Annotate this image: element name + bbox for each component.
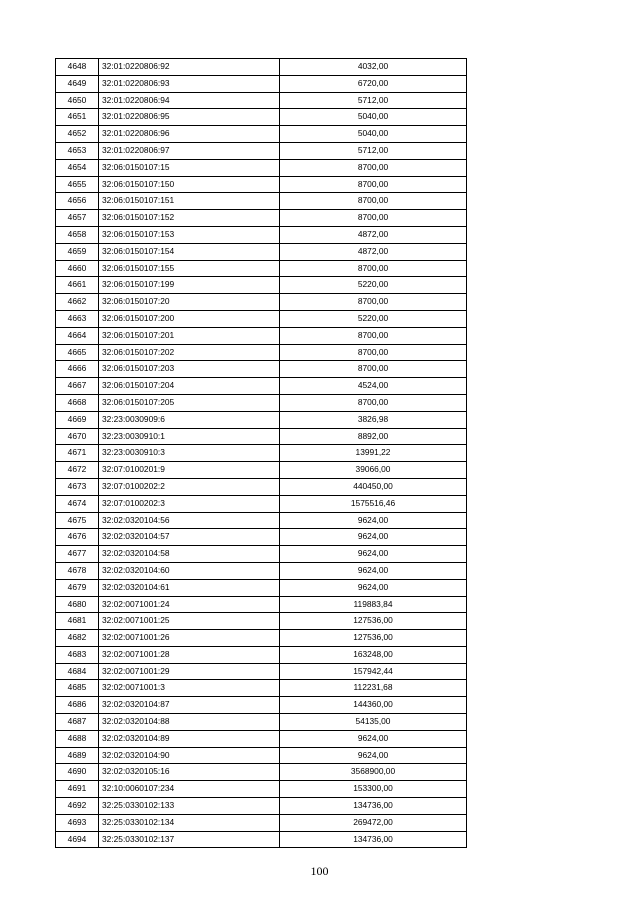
table-row bbox=[56, 428, 467, 445]
cadastral-number-cell: 32:06:0150107:203 bbox=[99, 361, 280, 378]
cadastral-number-cell: 32:25:0330102:134 bbox=[99, 814, 280, 831]
cadastral-value-cell: 5220,00 bbox=[280, 310, 467, 327]
cadastral-value-cell: 9624,00 bbox=[280, 562, 467, 579]
cadastral-value-cell: 39066,00 bbox=[280, 462, 467, 479]
table-row bbox=[56, 226, 467, 243]
cadastral-value-cell: 8700,00 bbox=[280, 344, 467, 361]
row-number-cell: 4691 bbox=[56, 781, 99, 798]
row-number-cell: 4664 bbox=[56, 327, 99, 344]
table-row bbox=[56, 613, 467, 630]
table-row bbox=[56, 529, 467, 546]
cadastral-value-cell: 8700,00 bbox=[280, 327, 467, 344]
row-number-cell: 4653 bbox=[56, 142, 99, 159]
table-row bbox=[56, 579, 467, 596]
row-number-cell: 4679 bbox=[56, 579, 99, 596]
cadastral-number-cell: 32:06:0150107:155 bbox=[99, 260, 280, 277]
cadastral-number-cell: 32:02:0320104:58 bbox=[99, 546, 280, 563]
row-number-cell: 4654 bbox=[56, 159, 99, 176]
row-number-cell: 4685 bbox=[56, 680, 99, 697]
row-number-cell: 4689 bbox=[56, 747, 99, 764]
row-number-cell: 4658 bbox=[56, 226, 99, 243]
table-row bbox=[56, 109, 467, 126]
table-row bbox=[56, 512, 467, 529]
row-number-cell: 4676 bbox=[56, 529, 99, 546]
row-number-cell: 4663 bbox=[56, 310, 99, 327]
cadastral-number-cell: 32:07:0100202:3 bbox=[99, 495, 280, 512]
row-number-cell: 4692 bbox=[56, 798, 99, 815]
row-number-cell: 4678 bbox=[56, 562, 99, 579]
table-row bbox=[56, 75, 467, 92]
cadastral-number-cell: 32:01:0220806:95 bbox=[99, 109, 280, 126]
cadastral-value-cell: 112231,68 bbox=[280, 680, 467, 697]
table-row bbox=[56, 176, 467, 193]
row-number-cell: 4694 bbox=[56, 831, 99, 848]
cadastral-number-cell: 32:06:0150107:201 bbox=[99, 327, 280, 344]
cadastral-value-cell: 163248,00 bbox=[280, 646, 467, 663]
row-number-cell: 4650 bbox=[56, 92, 99, 109]
cadastral-number-cell: 32:02:0320104:87 bbox=[99, 697, 280, 714]
table-row bbox=[56, 596, 467, 613]
cadastral-value-cell: 6720,00 bbox=[280, 75, 467, 92]
cadastral-number-cell: 32:02:0320104:90 bbox=[99, 747, 280, 764]
cadastral-value-cell: 4872,00 bbox=[280, 243, 467, 260]
cadastral-number-cell: 32:07:0100201:9 bbox=[99, 462, 280, 479]
table-row bbox=[56, 210, 467, 227]
cadastral-number-cell: 32:23:0030909:6 bbox=[99, 411, 280, 428]
table-row bbox=[56, 294, 467, 311]
row-number-cell: 4674 bbox=[56, 495, 99, 512]
cadastral-number-cell: 32:02:0071001:3 bbox=[99, 680, 280, 697]
cadastral-number-cell: 32:02:0071001:28 bbox=[99, 646, 280, 663]
row-number-cell: 4670 bbox=[56, 428, 99, 445]
cadastral-value-cell: 9624,00 bbox=[280, 579, 467, 596]
row-number-cell: 4690 bbox=[56, 764, 99, 781]
cadastral-value-cell: 127536,00 bbox=[280, 630, 467, 647]
cadastral-value-cell: 8892,00 bbox=[280, 428, 467, 445]
cadastral-number-cell: 32:06:0150107:204 bbox=[99, 378, 280, 395]
table-row bbox=[56, 781, 467, 798]
row-number-cell: 4682 bbox=[56, 630, 99, 647]
row-number-cell: 4693 bbox=[56, 814, 99, 831]
row-number-cell: 4667 bbox=[56, 378, 99, 395]
row-number-cell: 4651 bbox=[56, 109, 99, 126]
table-row bbox=[56, 445, 467, 462]
row-number-cell: 4648 bbox=[56, 59, 99, 76]
table-row bbox=[56, 831, 467, 848]
row-number-cell: 4680 bbox=[56, 596, 99, 613]
table-row bbox=[56, 378, 467, 395]
cadastral-value-cell: 9624,00 bbox=[280, 546, 467, 563]
row-number-cell: 4669 bbox=[56, 411, 99, 428]
row-number-cell: 4688 bbox=[56, 730, 99, 747]
table-row bbox=[56, 680, 467, 697]
cadastral-value-cell: 5040,00 bbox=[280, 109, 467, 126]
row-number-cell: 4673 bbox=[56, 478, 99, 495]
table-row bbox=[56, 714, 467, 731]
cadastral-number-cell: 32:06:0150107:150 bbox=[99, 176, 280, 193]
cadastral-number-cell: 32:07:0100202:2 bbox=[99, 478, 280, 495]
cadastral-value-cell: 8700,00 bbox=[280, 159, 467, 176]
cadastral-number-cell: 32:06:0150107:199 bbox=[99, 277, 280, 294]
cadastral-value-cell: 8700,00 bbox=[280, 193, 467, 210]
cadastral-number-cell: 32:01:0220806:96 bbox=[99, 126, 280, 143]
cadastral-value-cell: 9624,00 bbox=[280, 730, 467, 747]
table-row bbox=[56, 59, 467, 76]
row-number-cell: 4661 bbox=[56, 277, 99, 294]
cadastral-value-cell: 440450,00 bbox=[280, 478, 467, 495]
row-number-cell: 4677 bbox=[56, 546, 99, 563]
cadastral-number-cell: 32:02:0320104:89 bbox=[99, 730, 280, 747]
cadastral-number-cell: 32:06:0150107:202 bbox=[99, 344, 280, 361]
cadastral-number-cell: 32:02:0071001:25 bbox=[99, 613, 280, 630]
cadastral-number-cell: 32:25:0330102:137 bbox=[99, 831, 280, 848]
row-number-cell: 4684 bbox=[56, 663, 99, 680]
cadastral-number-cell: 32:06:0150107:205 bbox=[99, 394, 280, 411]
cadastral-value-cell: 144360,00 bbox=[280, 697, 467, 714]
cadastral-value-cell: 8700,00 bbox=[280, 361, 467, 378]
row-number-cell: 4649 bbox=[56, 75, 99, 92]
cadastral-value-cell: 8700,00 bbox=[280, 260, 467, 277]
row-number-cell: 4671 bbox=[56, 445, 99, 462]
row-number-cell: 4657 bbox=[56, 210, 99, 227]
table-row bbox=[56, 546, 467, 563]
row-number-cell: 4660 bbox=[56, 260, 99, 277]
cadastral-value-cell: 13991,22 bbox=[280, 445, 467, 462]
cadastral-number-cell: 32:23:0030910:1 bbox=[99, 428, 280, 445]
cadastral-number-cell: 32:25:0330102:133 bbox=[99, 798, 280, 815]
cadastral-value-cell: 3568900,00 bbox=[280, 764, 467, 781]
table-row bbox=[56, 562, 467, 579]
row-number-cell: 4672 bbox=[56, 462, 99, 479]
cadastral-number-cell: 32:10:0060107:234 bbox=[99, 781, 280, 798]
table-row bbox=[56, 260, 467, 277]
table-row bbox=[56, 411, 467, 428]
row-number-cell: 4681 bbox=[56, 613, 99, 630]
cadastral-number-cell: 32:01:0220806:97 bbox=[99, 142, 280, 159]
cadastral-number-cell: 32:01:0220806:92 bbox=[99, 59, 280, 76]
table-row bbox=[56, 478, 467, 495]
cadastral-value-cell: 8700,00 bbox=[280, 210, 467, 227]
row-number-cell: 4668 bbox=[56, 394, 99, 411]
row-number-cell: 4675 bbox=[56, 512, 99, 529]
cadastral-value-table-container bbox=[55, 58, 466, 848]
table-row bbox=[56, 327, 467, 344]
table-row bbox=[56, 646, 467, 663]
cadastral-value-cell: 157942,44 bbox=[280, 663, 467, 680]
row-number-cell: 4652 bbox=[56, 126, 99, 143]
cadastral-value-cell: 54135,00 bbox=[280, 714, 467, 731]
cadastral-number-cell: 32:01:0220806:93 bbox=[99, 75, 280, 92]
cadastral-number-cell: 32:06:0150107:200 bbox=[99, 310, 280, 327]
cadastral-number-cell: 32:06:0150107:152 bbox=[99, 210, 280, 227]
cadastral-number-cell: 32:02:0320104:57 bbox=[99, 529, 280, 546]
cadastral-value-cell: 4524,00 bbox=[280, 378, 467, 395]
table-row bbox=[56, 462, 467, 479]
row-number-cell: 4656 bbox=[56, 193, 99, 210]
table-row bbox=[56, 243, 467, 260]
table-row bbox=[56, 747, 467, 764]
cadastral-value-cell: 5712,00 bbox=[280, 92, 467, 109]
row-number-cell: 4687 bbox=[56, 714, 99, 731]
cadastral-number-cell: 32:23:0030910:3 bbox=[99, 445, 280, 462]
cadastral-value-cell: 4872,00 bbox=[280, 226, 467, 243]
row-number-cell: 4655 bbox=[56, 176, 99, 193]
cadastral-number-cell: 32:06:0150107:153 bbox=[99, 226, 280, 243]
cadastral-number-cell: 32:02:0071001:26 bbox=[99, 630, 280, 647]
table-row bbox=[56, 310, 467, 327]
cadastral-number-cell: 32:02:0320104:88 bbox=[99, 714, 280, 731]
cadastral-number-cell: 32:02:0320105:16 bbox=[99, 764, 280, 781]
table-row bbox=[56, 630, 467, 647]
cadastral-number-cell: 32:06:0150107:15 bbox=[99, 159, 280, 176]
table-row bbox=[56, 126, 467, 143]
cadastral-value-cell: 5220,00 bbox=[280, 277, 467, 294]
table-row bbox=[56, 142, 467, 159]
cadastral-number-cell: 32:02:0320104:61 bbox=[99, 579, 280, 596]
cadastral-value-cell: 1575516,46 bbox=[280, 495, 467, 512]
table-row bbox=[56, 277, 467, 294]
cadastral-value-cell: 269472,00 bbox=[280, 814, 467, 831]
cadastral-value-cell: 134736,00 bbox=[280, 798, 467, 815]
cadastral-number-cell: 32:01:0220806:94 bbox=[99, 92, 280, 109]
table-row bbox=[56, 495, 467, 512]
row-number-cell: 4683 bbox=[56, 646, 99, 663]
row-number-cell: 4666 bbox=[56, 361, 99, 378]
cadastral-value-cell: 4032,00 bbox=[280, 59, 467, 76]
table-row bbox=[56, 814, 467, 831]
cadastral-value-table bbox=[55, 58, 467, 848]
cadastral-value-cell: 119883,84 bbox=[280, 596, 467, 613]
cadastral-value-cell: 5040,00 bbox=[280, 126, 467, 143]
cadastral-value-cell: 9624,00 bbox=[280, 512, 467, 529]
cadastral-number-cell: 32:02:0071001:29 bbox=[99, 663, 280, 680]
table-row bbox=[56, 344, 467, 361]
cadastral-value-cell: 8700,00 bbox=[280, 176, 467, 193]
cadastral-value-cell: 3826,98 bbox=[280, 411, 467, 428]
cadastral-value-cell: 153300,00 bbox=[280, 781, 467, 798]
cadastral-number-cell: 32:02:0071001:24 bbox=[99, 596, 280, 613]
cadastral-value-cell: 127536,00 bbox=[280, 613, 467, 630]
table-row bbox=[56, 394, 467, 411]
table-row bbox=[56, 798, 467, 815]
cadastral-number-cell: 32:02:0320104:56 bbox=[99, 512, 280, 529]
table-body bbox=[56, 59, 467, 848]
table-row bbox=[56, 697, 467, 714]
cadastral-value-cell: 134736,00 bbox=[280, 831, 467, 848]
table-row bbox=[56, 361, 467, 378]
cadastral-value-cell: 9624,00 bbox=[280, 529, 467, 546]
cadastral-value-cell: 8700,00 bbox=[280, 394, 467, 411]
table-row bbox=[56, 764, 467, 781]
page-number: 100 bbox=[310, 864, 329, 878]
row-number-cell: 4662 bbox=[56, 294, 99, 311]
cadastral-number-cell: 32:02:0320104:60 bbox=[99, 562, 280, 579]
table-row bbox=[56, 730, 467, 747]
cadastral-value-cell: 8700,00 bbox=[280, 294, 467, 311]
table-row bbox=[56, 92, 467, 109]
cadastral-number-cell: 32:06:0150107:151 bbox=[99, 193, 280, 210]
cadastral-number-cell: 32:06:0150107:20 bbox=[99, 294, 280, 311]
row-number-cell: 4665 bbox=[56, 344, 99, 361]
row-number-cell: 4686 bbox=[56, 697, 99, 714]
table-row bbox=[56, 663, 467, 680]
cadastral-number-cell: 32:06:0150107:154 bbox=[99, 243, 280, 260]
table-row bbox=[56, 159, 467, 176]
row-number-cell: 4659 bbox=[56, 243, 99, 260]
table-row bbox=[56, 193, 467, 210]
cadastral-value-cell: 5712,00 bbox=[280, 142, 467, 159]
cadastral-value-cell: 9624,00 bbox=[280, 747, 467, 764]
